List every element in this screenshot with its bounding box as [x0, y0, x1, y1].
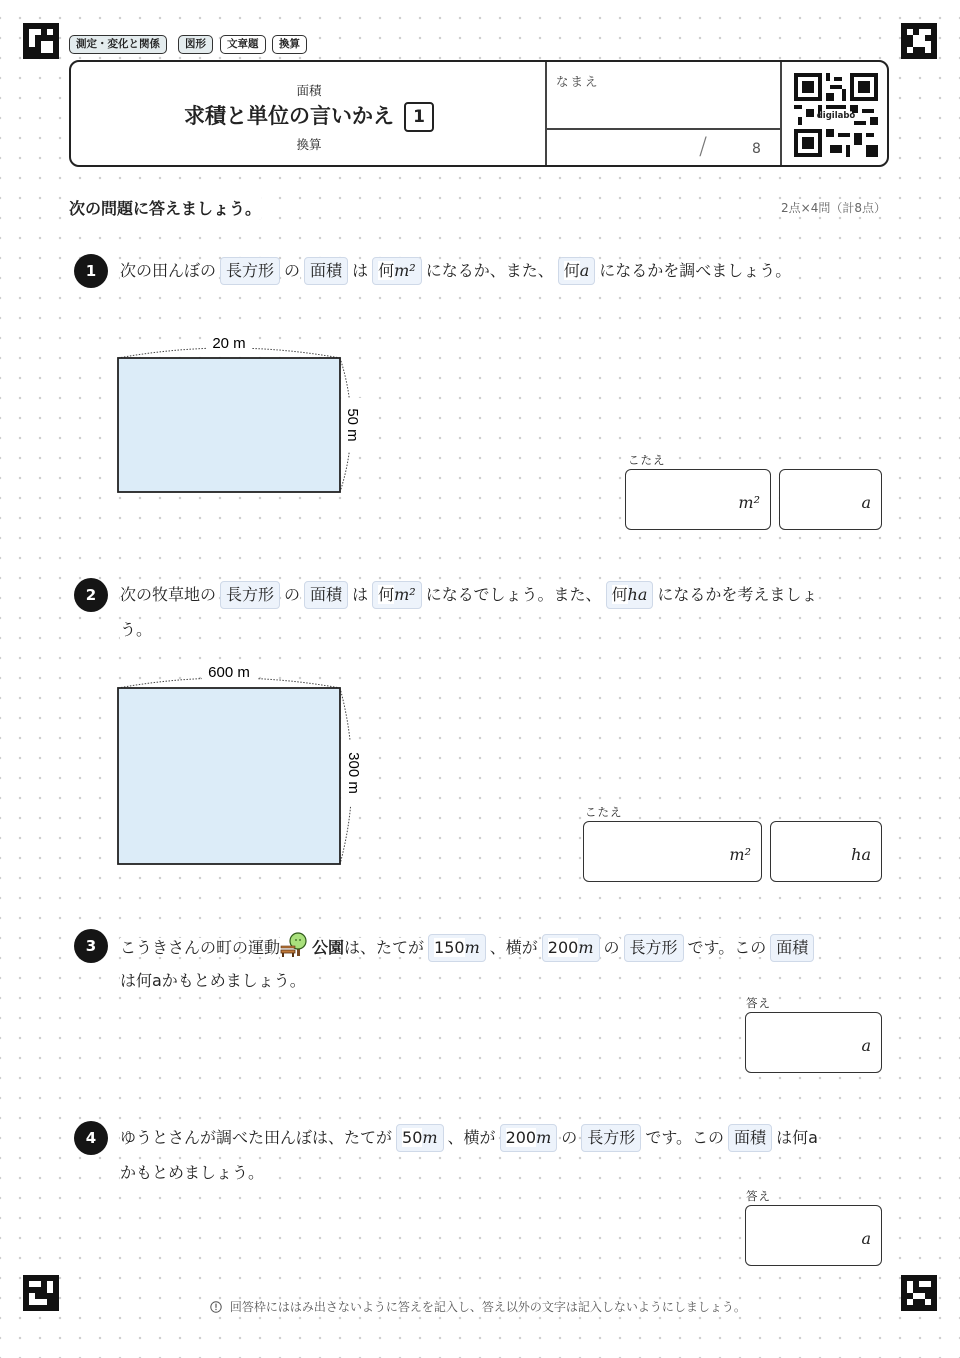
- header-divider: [780, 62, 782, 166]
- answer-label: 答え: [746, 996, 771, 1010]
- name-field[interactable]: [556, 62, 778, 128]
- rice-field-diagram: [100, 330, 380, 510]
- qr-caption: digilabo: [816, 111, 856, 121]
- question-number-2: 2: [74, 578, 108, 612]
- footer-note: [0, 1298, 960, 1315]
- park-tree-icon: [280, 931, 312, 959]
- height-label: 50 m: [344, 408, 361, 442]
- answer-label: こたえ: [585, 805, 623, 819]
- answer-box-ha[interactable]: ha: [770, 821, 882, 882]
- tag-measurement: 測定・変化と関係: [69, 35, 167, 54]
- answer-box-a[interactable]: a: [745, 1205, 882, 1266]
- page-title: [71, 100, 547, 132]
- width-label: 600 m: [208, 664, 250, 681]
- question-2-text: 次の牧草地の 長方形 の 面積 は 何m² になるでしょう。また、 何ha になるかを考えましょ: [120, 580, 817, 610]
- tag-shapes: 図形: [178, 35, 213, 54]
- question-3-text-cont: は何aかもとめましょう。: [120, 971, 306, 990]
- header-subject: 面積: [296, 83, 322, 98]
- title-number: 1: [404, 102, 434, 132]
- rectangle-shape: [118, 688, 340, 864]
- worksheet-header: [69, 60, 889, 167]
- header-divider: [545, 62, 547, 166]
- question-2-text-cont: う。: [120, 620, 153, 639]
- answer-box-m2[interactable]: m²: [625, 469, 771, 530]
- header-divider: [545, 128, 780, 130]
- question-number-4: 4: [74, 1121, 108, 1155]
- answer-label: 答え: [746, 1189, 771, 1203]
- footer-text: 回答枠にははみ出さないように答えを記入し、答え以外の文字は記入しないようにしましょう。: [226, 1300, 750, 1314]
- question-1-text: 次の田んぼの 長方形 の 面積 は 何m² になるか、また、 何a になるかを調べましょう。: [120, 256, 791, 286]
- question-4-text-cont: かもとめましょう。: [120, 1163, 265, 1182]
- info-icon: [210, 1301, 222, 1313]
- corner-marker-top-right: [901, 23, 937, 59]
- points-info: 2点×4問（計8点）: [781, 201, 886, 215]
- answer-box-a[interactable]: a: [745, 1012, 882, 1073]
- pasture-diagram: [100, 658, 380, 870]
- header-subtitle: 換算: [296, 137, 322, 152]
- question-number-1: 1: [74, 254, 108, 288]
- score-total: 8: [752, 141, 761, 157]
- name-label: なまえ: [556, 74, 600, 89]
- question-4-text: ゆうとさんが調べた田んぼは、たてが 50m 、横が 200m の 長方形 です。この 面積 は何a: [120, 1123, 818, 1153]
- title-text: 求積と単位の言いかえ: [184, 104, 394, 128]
- instruction: 次の問題に答えましょう。: [69, 196, 261, 219]
- score-slash: /: [699, 132, 708, 160]
- corner-marker-top-left: [23, 23, 59, 59]
- answer-label: こたえ: [628, 453, 666, 467]
- answer-box-a[interactable]: a: [779, 469, 882, 530]
- width-label: 20 m: [212, 335, 246, 352]
- height-label: 300 m: [345, 752, 362, 794]
- question-number-3: 3: [74, 929, 108, 963]
- tag-conversion: 換算: [272, 35, 307, 54]
- tag-word-problem: 文章題: [220, 35, 266, 54]
- answer-box-m2[interactable]: m²: [583, 821, 762, 882]
- rectangle-shape: [118, 358, 340, 492]
- question-3-text: こうきさんの町の運動 公園は、たてが 150m 、横が 200m の 長方形 です。この 面積: [120, 931, 818, 963]
